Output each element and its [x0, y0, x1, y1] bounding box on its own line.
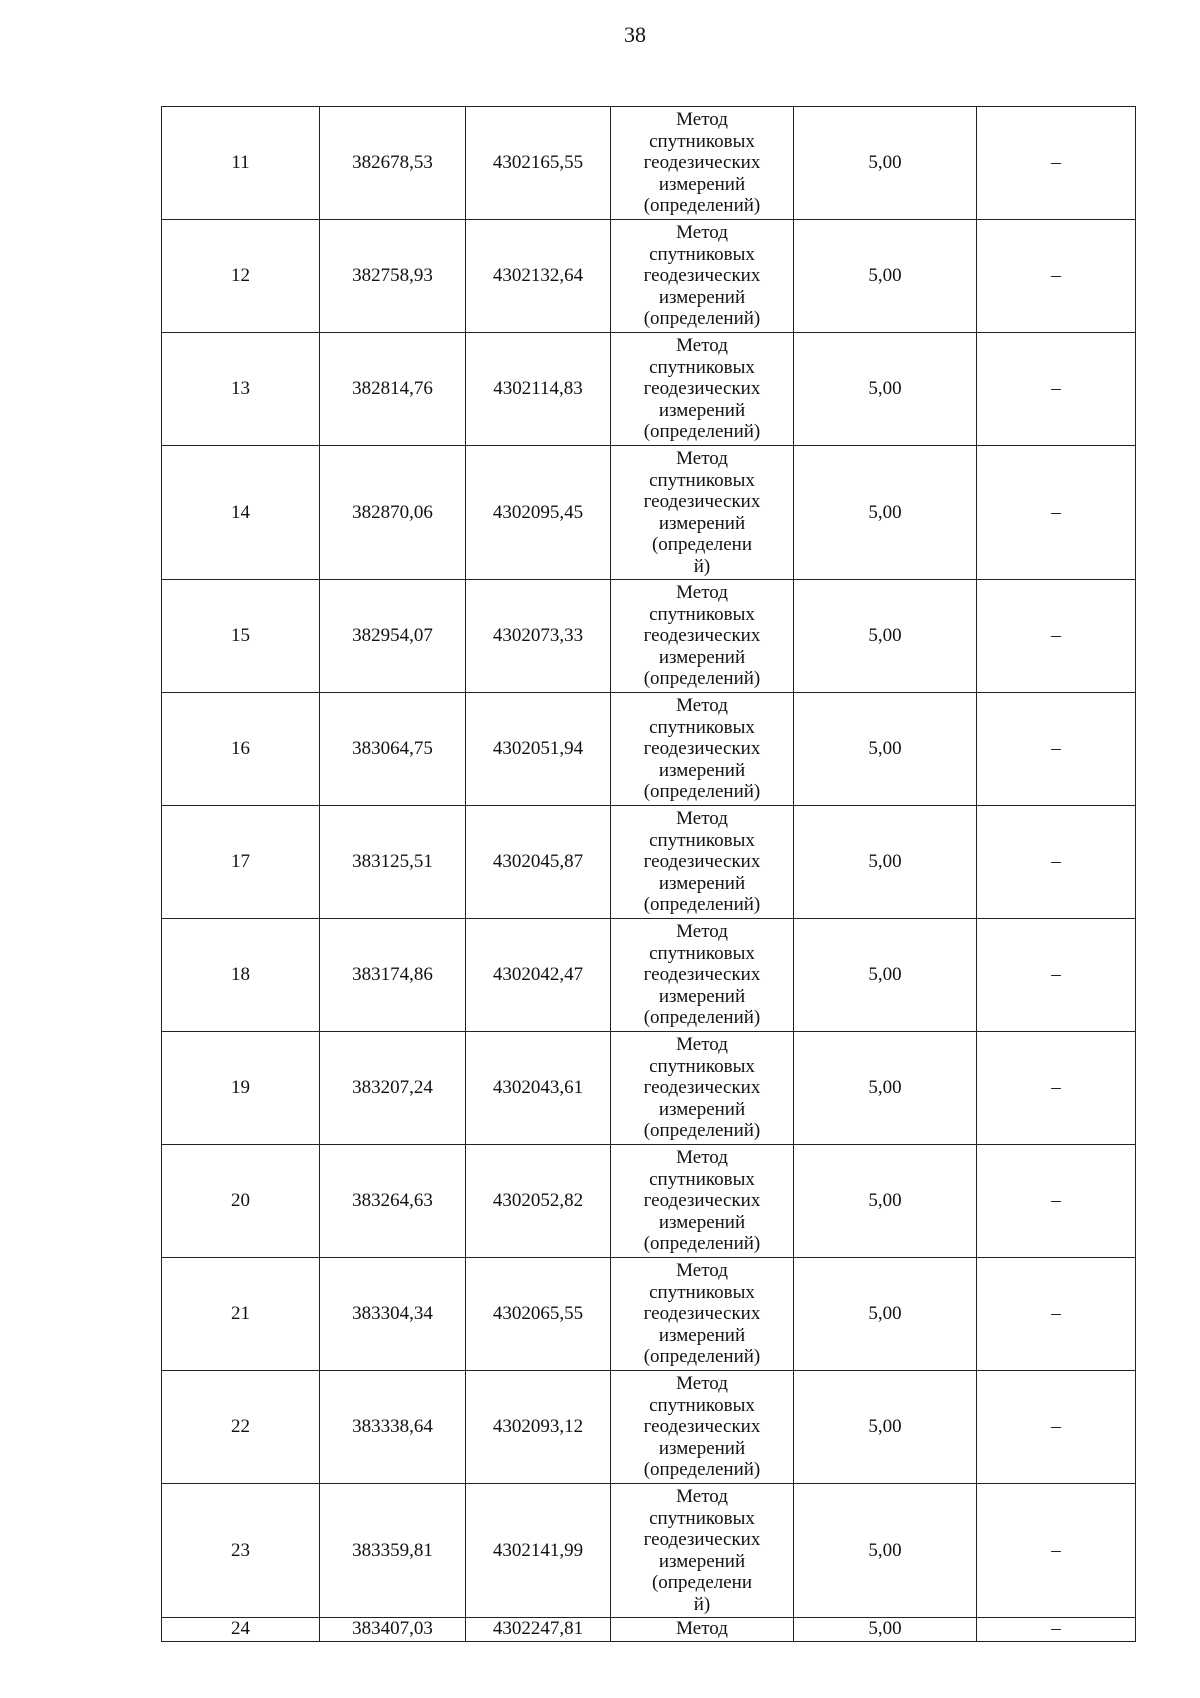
accuracy-cell: 5,00 — [794, 1484, 977, 1618]
point-number-cell: 12 — [162, 220, 320, 333]
method-line: геодезических — [643, 152, 761, 174]
point-number-cell: 18 — [162, 919, 320, 1032]
method-line: (определений) — [643, 668, 761, 690]
page-number: 38 — [624, 22, 646, 47]
method-line: (определений) — [643, 195, 761, 217]
x-coordinate-cell: 383407,03 — [320, 1618, 466, 1642]
method-line: Метод — [676, 109, 728, 131]
y-coordinate-cell: 4302093,12 — [466, 1371, 611, 1484]
y-coordinate-cell: 4302043,61 — [466, 1032, 611, 1145]
accuracy-cell: 5,00 — [794, 1032, 977, 1145]
x-coordinate-cell: 383264,63 — [320, 1145, 466, 1258]
method-line: Метод — [676, 335, 728, 357]
method-line: (определений) — [643, 1233, 761, 1255]
method-cell — [611, 693, 794, 806]
table-row — [162, 1145, 1136, 1258]
accuracy-cell: 5,00 — [794, 1258, 977, 1371]
method-line: й) — [693, 1593, 711, 1615]
method-line: спутниковых — [649, 603, 755, 625]
method-line: геодезических — [643, 625, 761, 647]
x-coordinate-cell: 383125,51 — [320, 806, 466, 919]
y-coordinate-cell: 4302073,33 — [466, 580, 611, 693]
method-line: Метод — [676, 1147, 728, 1169]
method-line: Метод — [676, 1618, 728, 1639]
table-row — [162, 333, 1136, 446]
note-cell: – — [977, 1371, 1136, 1484]
method-line: измерений — [658, 1324, 746, 1346]
method-line: измерений — [658, 759, 746, 781]
method-cell — [611, 107, 794, 220]
y-coordinate-cell: 4302141,99 — [466, 1484, 611, 1618]
point-number-cell: 13 — [162, 333, 320, 446]
x-coordinate-cell: 382678,53 — [320, 107, 466, 220]
table-row — [162, 580, 1136, 693]
note-cell: – — [977, 446, 1136, 580]
method-line: геодезических — [643, 378, 761, 400]
method-line: Метод — [676, 695, 728, 717]
method-line: Метод — [676, 222, 728, 244]
table-row — [162, 806, 1136, 919]
method-line: спутниковых — [649, 243, 755, 265]
method-line: спутниковых — [649, 130, 755, 152]
table-row — [162, 693, 1136, 806]
method-cell — [611, 1145, 794, 1258]
table-row — [162, 1618, 1136, 1642]
note-cell: – — [977, 1258, 1136, 1371]
accuracy-cell: 5,00 — [794, 107, 977, 220]
method-line: спутниковых — [649, 356, 755, 378]
note-cell: – — [977, 107, 1136, 220]
x-coordinate-cell: 383338,64 — [320, 1371, 466, 1484]
method-line: (определений) — [643, 781, 761, 803]
method-line: (определени — [651, 1572, 753, 1593]
accuracy-cell: 5,00 — [794, 333, 977, 446]
x-coordinate-cell: 382870,06 — [320, 446, 466, 580]
y-coordinate-cell: 4302165,55 — [466, 107, 611, 220]
method-cell — [611, 806, 794, 919]
method-line: Метод — [676, 448, 728, 469]
method-line: геодезических — [643, 964, 761, 986]
x-coordinate-cell: 383207,24 — [320, 1032, 466, 1145]
x-coordinate-cell: 383174,86 — [320, 919, 466, 1032]
note-cell: – — [977, 1032, 1136, 1145]
method-line: измерений — [658, 646, 746, 668]
note-cell: – — [977, 806, 1136, 919]
point-number-cell: 20 — [162, 1145, 320, 1258]
method-line: измерений — [658, 399, 746, 421]
method-line: спутниковых — [649, 1394, 755, 1416]
method-cell — [611, 1484, 794, 1618]
method-line: спутниковых — [649, 1055, 755, 1077]
method-line: Метод — [676, 1373, 728, 1395]
point-number-cell: 11 — [162, 107, 320, 220]
y-coordinate-cell: 4302132,64 — [466, 220, 611, 333]
point-number-cell: 15 — [162, 580, 320, 693]
y-coordinate-cell: 4302065,55 — [466, 1258, 611, 1371]
point-number-cell: 24 — [162, 1618, 320, 1642]
method-line: измерений — [658, 985, 746, 1007]
table-row — [162, 1258, 1136, 1371]
accuracy-cell: 5,00 — [794, 220, 977, 333]
point-number-cell: 17 — [162, 806, 320, 919]
method-line: измерений — [658, 173, 746, 195]
x-coordinate-cell: 382954,07 — [320, 580, 466, 693]
y-coordinate-cell: 4302052,82 — [466, 1145, 611, 1258]
y-coordinate-cell: 4302095,45 — [466, 446, 611, 580]
y-coordinate-cell: 4302247,81 — [466, 1618, 611, 1642]
note-cell: – — [977, 1618, 1136, 1642]
y-coordinate-cell: 4302042,47 — [466, 919, 611, 1032]
method-line: измерений — [658, 512, 746, 534]
method-line: измерений — [658, 1437, 746, 1459]
point-number-cell: 23 — [162, 1484, 320, 1618]
method-line: геодезических — [643, 265, 761, 287]
table-row — [162, 1484, 1136, 1618]
method-line: (определений) — [643, 421, 761, 443]
y-coordinate-cell: 4302114,83 — [466, 333, 611, 446]
x-coordinate-cell: 382814,76 — [320, 333, 466, 446]
x-coordinate-cell: 383304,34 — [320, 1258, 466, 1371]
method-line: (определений) — [643, 308, 761, 330]
method-cell — [611, 1371, 794, 1484]
method-cell — [611, 1258, 794, 1371]
method-line: геодезических — [643, 1190, 761, 1212]
y-coordinate-cell: 4302045,87 — [466, 806, 611, 919]
method-line: Метод — [676, 1034, 728, 1056]
note-cell: – — [977, 333, 1136, 446]
method-line: геодезических — [643, 738, 761, 760]
method-line: (определений) — [643, 1120, 761, 1142]
method-line: (определени — [651, 534, 753, 555]
coordinates-table-body — [162, 107, 1136, 1642]
method-line: спутниковых — [649, 1507, 755, 1529]
note-cell: – — [977, 220, 1136, 333]
point-number-cell: 16 — [162, 693, 320, 806]
method-line: спутниковых — [649, 716, 755, 738]
x-coordinate-cell: 383359,81 — [320, 1484, 466, 1618]
method-line: геодезических — [643, 1529, 761, 1550]
method-line: геодезических — [643, 1303, 761, 1325]
method-line: измерений — [658, 1211, 746, 1233]
note-cell: – — [977, 580, 1136, 693]
method-line: (определений) — [643, 1007, 761, 1029]
method-line: Метод — [676, 1486, 728, 1507]
method-line: геодезических — [643, 1416, 761, 1438]
point-number-cell: 14 — [162, 446, 320, 580]
method-cell — [611, 220, 794, 333]
note-cell: – — [977, 919, 1136, 1032]
note-cell: – — [977, 1484, 1136, 1618]
accuracy-cell: 5,00 — [794, 446, 977, 580]
method-line: геодезических — [643, 491, 761, 512]
table-row — [162, 919, 1136, 1032]
method-line: спутниковых — [649, 1168, 755, 1190]
accuracy-cell: 5,00 — [794, 919, 977, 1032]
accuracy-cell: 5,00 — [794, 693, 977, 806]
method-line: измерений — [658, 1550, 746, 1572]
method-line: геодезических — [643, 1077, 761, 1099]
method-cell — [611, 1032, 794, 1145]
table-row — [162, 107, 1136, 220]
accuracy-cell: 5,00 — [794, 806, 977, 919]
method-line: спутниковых — [649, 829, 755, 851]
method-line: измерений — [658, 1098, 746, 1120]
method-line: й) — [693, 555, 711, 577]
table-row — [162, 1371, 1136, 1484]
point-number-cell: 21 — [162, 1258, 320, 1371]
y-coordinate-cell: 4302051,94 — [466, 693, 611, 806]
accuracy-cell: 5,00 — [794, 580, 977, 693]
method-line: измерений — [658, 286, 746, 308]
method-cell — [611, 919, 794, 1032]
table-row — [162, 1032, 1136, 1145]
note-cell: – — [977, 1145, 1136, 1258]
method-line: геодезических — [643, 851, 761, 873]
method-line: измерений — [658, 872, 746, 894]
accuracy-cell: 5,00 — [794, 1371, 977, 1484]
coordinates-table — [161, 106, 1136, 1642]
method-cell — [611, 580, 794, 693]
note-cell: – — [977, 693, 1136, 806]
accuracy-cell: 5,00 — [794, 1618, 977, 1642]
method-cell — [611, 446, 794, 580]
method-line: Метод — [676, 921, 728, 943]
accuracy-cell: 5,00 — [794, 1145, 977, 1258]
method-line: Метод — [676, 582, 728, 604]
x-coordinate-cell: 382758,93 — [320, 220, 466, 333]
method-line: спутниковых — [649, 942, 755, 964]
method-line: (определений) — [643, 1346, 761, 1368]
table-row — [162, 220, 1136, 333]
method-line: (определений) — [643, 1459, 761, 1481]
method-line: Метод — [676, 1260, 728, 1282]
method-line: Метод — [676, 808, 728, 830]
x-coordinate-cell: 383064,75 — [320, 693, 466, 806]
point-number-cell: 22 — [162, 1371, 320, 1484]
table-row — [162, 446, 1136, 580]
method-line: спутниковых — [649, 469, 755, 491]
method-line: спутниковых — [649, 1281, 755, 1303]
method-line: (определений) — [643, 894, 761, 916]
method-cell — [611, 1618, 794, 1642]
point-number-cell: 19 — [162, 1032, 320, 1145]
method-cell — [611, 333, 794, 446]
